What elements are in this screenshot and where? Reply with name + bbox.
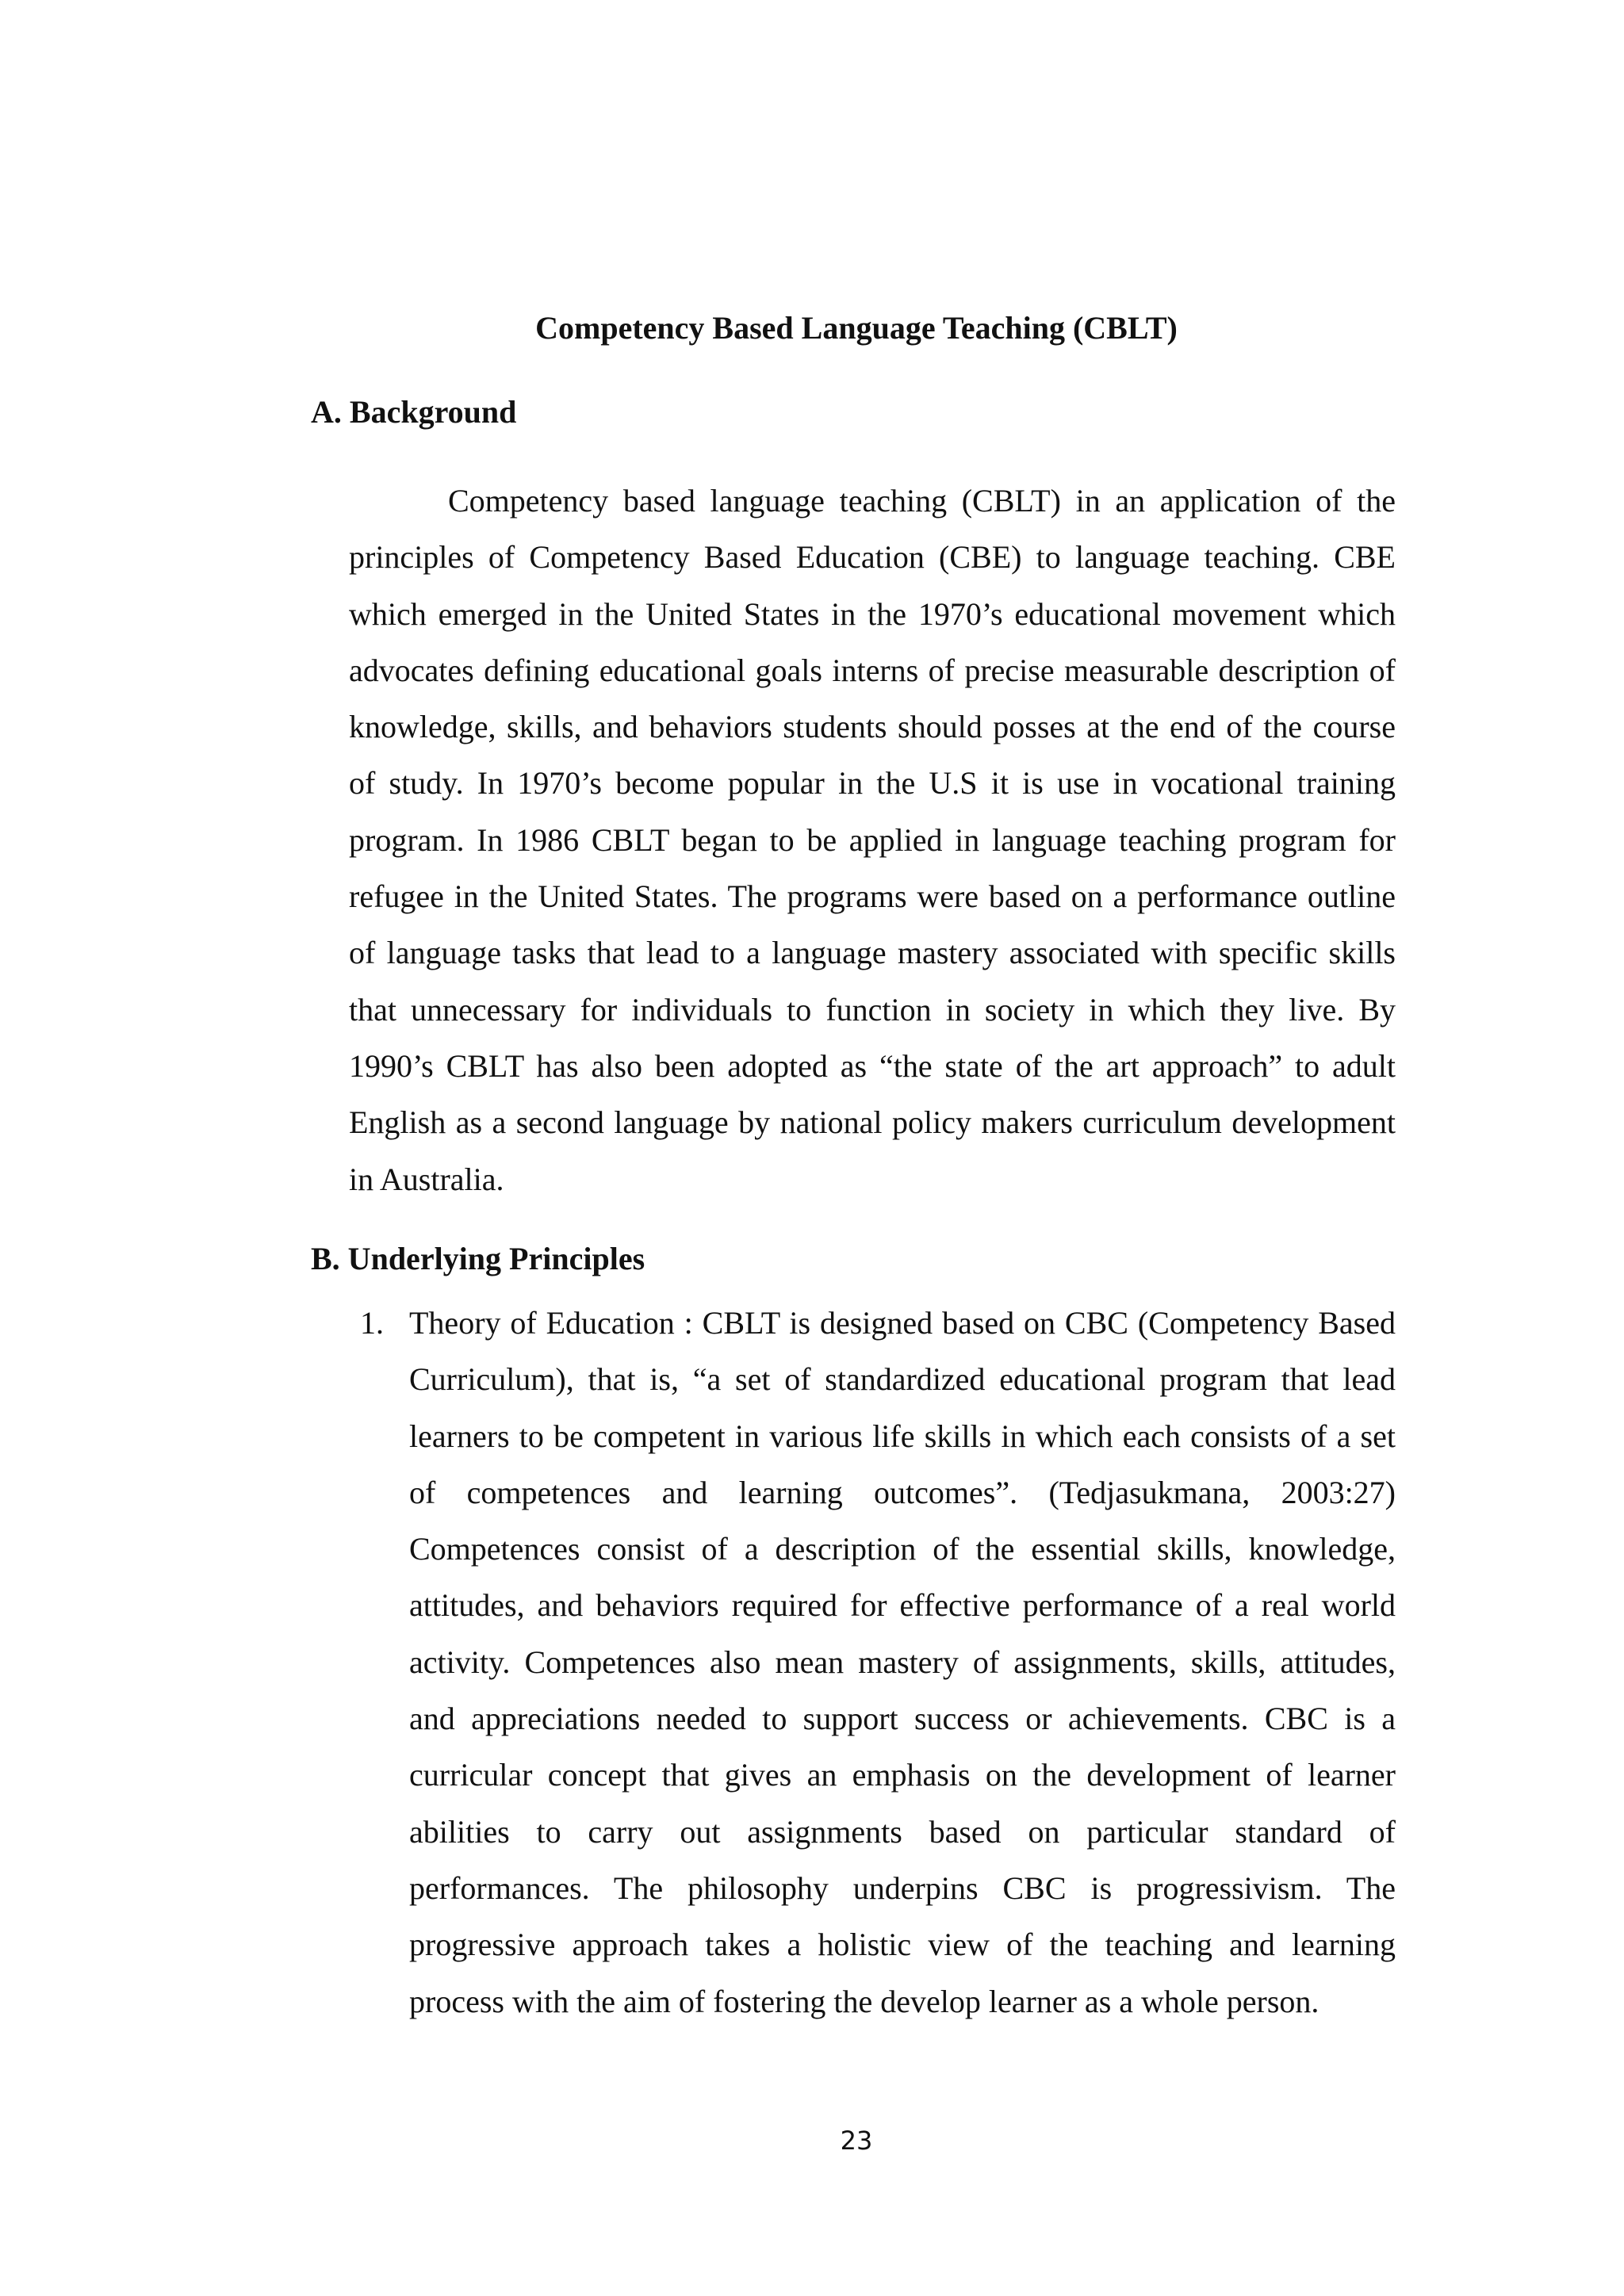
list-item	[349, 1295, 1396, 2030]
background-paragraph: Competency based language teaching (CBLT) in an application of the principles of Competency Based Education (CBE) to language teaching. CBE which emerged in the United States in the 1970’s educational movement which advocates defining educational goals interns of precise measurable description of knowledge, skills, and behaviors students should posses at the end of the course of study. In 1970’s become popular in the U.S it is use in vocational training program. In 1986 CBLT began to be applied in language teaching program for refugee in the United States. The programs were based on a performance outline of language tasks that lead to a language mastery associated with specific skills that unnecessary for individuals to function in society in which they live. By 1990’s CBLT has also been adopted as “the state of the art approach” to adult English as a second language by national policy makers curriculum development in Australia.	[349, 483, 1396, 1197]
page-number: 23	[840, 2126, 873, 2156]
section-heading-background: A. Background	[311, 394, 517, 430]
list-item-text: Theory of Education : CBLT is designed based on CBC (Competency Based Curriculum), that is, “a set of standardized educational program that lead learners to be competent in various life skills in which each consists of a set of competences and learning outcomes”. (Tedjasukmana, 2003:27) Competences consist of a description of the essential skills, knowledge, attitudes, and behaviors required for effective performance of a real world activity. Competences also mean mastery of assignments, skills, attitudes, and appreciations needed to support success or achievements. CBC is a curricular concept that gives an emphasis on the development of learner abilities to carry out assignments based on particular standard of performances. The philosophy underpins CBC is progressivism. The progressive approach takes a holistic view of the teaching and learning process with the aim of fostering the develop learner as a whole person.	[409, 1305, 1396, 2019]
section-heading-underlying-principles: B. Underlying Principles	[311, 1241, 645, 1276]
page-title: Competency Based Language Teaching (CBLT)	[535, 310, 1178, 346]
list-item-number: 1.	[360, 1305, 384, 1341]
principles-list	[349, 1295, 1396, 2030]
